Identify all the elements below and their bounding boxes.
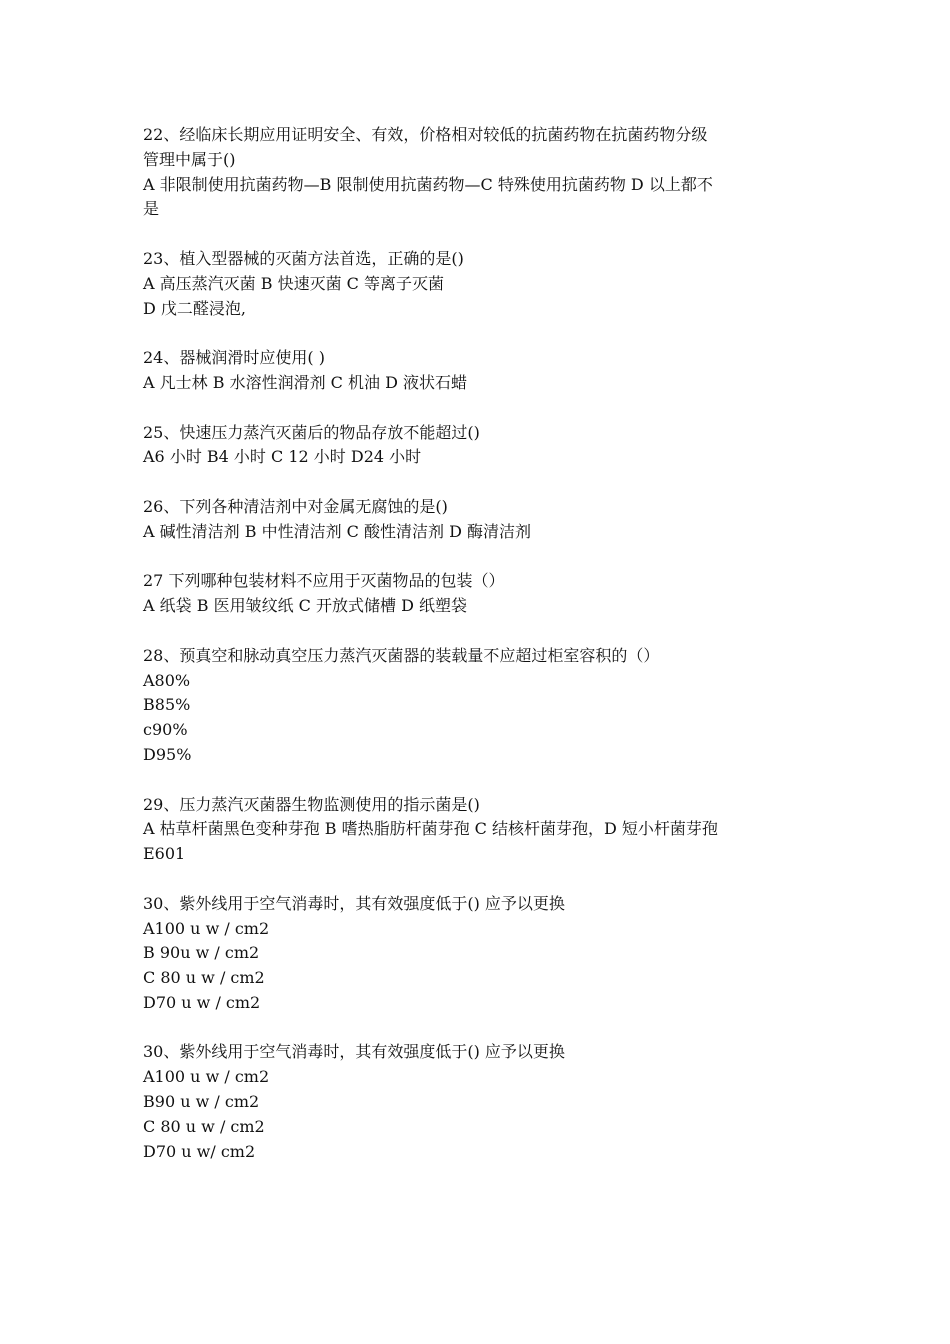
answer-option: A80% xyxy=(143,670,191,690)
question-23 xyxy=(143,247,823,321)
answer-options: A 高压蒸汽灭菌 B 快速灭菌 C 等离子灭菌 xyxy=(143,273,444,293)
question-25 xyxy=(143,421,823,471)
question-text: 25、快速压力蒸汽灭菌后的物品存放不能超过() xyxy=(143,422,480,442)
question-28 xyxy=(143,644,823,768)
answer-options: D 戊二醛浸泡, xyxy=(143,298,247,318)
question-26 xyxy=(143,495,823,545)
question-text: 管理中属于() xyxy=(143,149,236,169)
answer-option: D70 u w / cm2 xyxy=(143,992,261,1012)
answer-options: A 碱性清洁剂 B 中性清洁剂 C 酸性清洁剂 D 酶清洁剂 xyxy=(143,521,531,541)
question-24 xyxy=(143,346,823,396)
answer-options: A 枯草杆菌黑色变种芽孢 B 嗜热脂肪杆菌芽孢 C 结核杆菌芽孢，D 短小杆菌芽孢 xyxy=(143,819,718,839)
question-text: 27 下列哪种包装材料不应用于灭菌物品的包装（） xyxy=(143,571,505,591)
question-text: 26、下列各种清洁剂中对金属无腐蚀的是() xyxy=(143,496,448,516)
question-text: 29、压力蒸汽灭菌器生物监测使用的指示菌是() xyxy=(143,794,480,814)
answer-option: B 90u w / cm2 xyxy=(143,943,260,963)
answer-option: c90% xyxy=(143,720,188,740)
question-text: 22、经临床长期应用证明安全、有效，价格相对较低的抗菌药物在抗菌药物分级 xyxy=(143,125,708,144)
answer-options: E601 xyxy=(143,844,186,864)
answer-options: A6 小时 B4 小时 C 12 小时 D24 小时 xyxy=(143,447,422,467)
question-30-repeat xyxy=(143,1040,823,1164)
question-text: 23、植入型器械的灭菌方法首选，正确的是() xyxy=(143,248,464,268)
question-22 xyxy=(143,123,823,222)
question-text: 24、器械润滑时应使用( ) xyxy=(143,348,325,368)
question-text: 30、紫外线用于空气消毒时，其有效强度低于() 应予以更换 xyxy=(143,1042,565,1062)
answer-options: A 非限制使用抗菌药物—B 限制使用抗菌药物—C 特殊使用抗菌药物 D 以上都不 xyxy=(143,174,713,194)
answer-option: C 80 u w / cm2 xyxy=(143,968,265,988)
answer-option: D70 u w/ cm2 xyxy=(143,1141,256,1161)
question-29 xyxy=(143,793,823,867)
question-text: 30、紫外线用于空气消毒时，其有效强度低于() 应予以更换 xyxy=(143,893,565,913)
answer-option: C 80 u w / cm2 xyxy=(143,1116,265,1136)
answer-option: B90 u w / cm2 xyxy=(143,1092,260,1112)
answer-option: D95% xyxy=(143,744,192,764)
question-27 xyxy=(143,569,823,619)
question-text: 28、预真空和脉动真空压力蒸汽灭菌器的装载量不应超过柜室容积的（） xyxy=(143,645,660,665)
answer-options: A 纸袋 B 医用皱纹纸 C 开放式储槽 D 纸塑袋 xyxy=(143,596,467,616)
answer-options: 是 xyxy=(143,199,160,219)
document-page xyxy=(143,123,823,1189)
answer-option: A100 u w / cm2 xyxy=(143,1067,270,1087)
answer-options: A 凡士林 B 水溶性润滑剂 C 机油 D 液状石蜡 xyxy=(143,372,467,392)
answer-option: B85% xyxy=(143,695,191,715)
question-30 xyxy=(143,892,823,1016)
answer-option: A100 u w / cm2 xyxy=(143,918,270,938)
